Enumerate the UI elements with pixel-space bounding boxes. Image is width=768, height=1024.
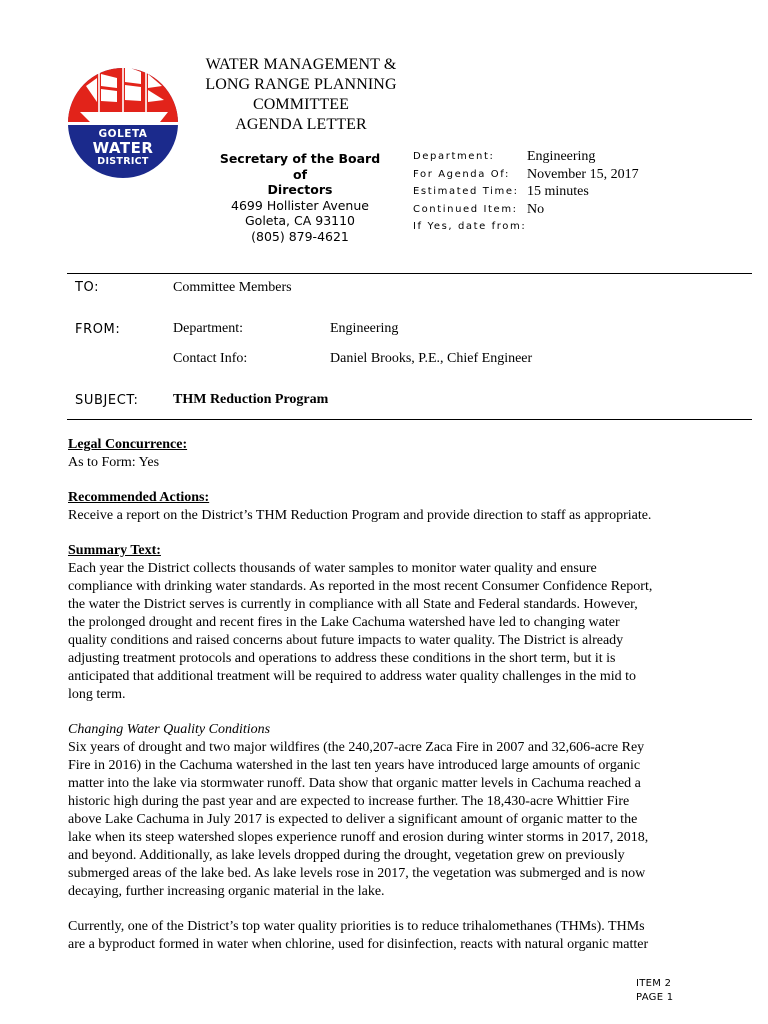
document-body bbox=[68, 436, 708, 954]
summary-line: long term. bbox=[68, 687, 126, 702]
changing-line: lake when its steep watershed slopes experience runoff and erosion during winter storms in 2017, 2018, bbox=[68, 830, 649, 845]
summary-line: compliance with drinking water standards. As reported in the most recent Consumer Confidence Report, bbox=[68, 579, 653, 594]
department-value: Engineering bbox=[330, 321, 399, 336]
legal-concurrence-text: As to Form: Yes bbox=[68, 455, 160, 470]
summary-line: the water the District serves is currently in compliance with all State and Federal standards. However, bbox=[68, 597, 638, 612]
to-label: TO: bbox=[75, 280, 100, 295]
logo-text-goleta: GOLETA bbox=[98, 128, 148, 140]
title-line-3: COMMITTEE bbox=[252, 96, 349, 113]
changing-line: historic high during the past year and are expected to increase further. The 18,430-acre Whittier Fire bbox=[68, 794, 630, 809]
secretary-line-2: Directors bbox=[267, 182, 333, 197]
subject-label: SUBJECT: bbox=[75, 393, 139, 408]
legal-concurrence-heading: Legal Concurrence: bbox=[68, 437, 188, 452]
department-label: Department: bbox=[173, 321, 243, 336]
meta-label-department: Department: bbox=[413, 151, 495, 162]
meta-label-estimated-time: Estimated Time: bbox=[413, 186, 519, 197]
document-title bbox=[196, 55, 406, 135]
changing-line: and beyond. Additionally, as lake levels dropped during the drought, vegetation grew on previously bbox=[68, 848, 625, 863]
bottom-rule bbox=[67, 419, 752, 420]
goleta-water-district-logo bbox=[66, 56, 180, 180]
logo-text-district: DISTRICT bbox=[97, 156, 149, 167]
changing-line: Fire in 2016) in the Cachuma watershed in the last ten years have introduced large amounts of organic bbox=[68, 758, 641, 773]
summary-line: Each year the District collects thousands of water samples to monitor water quality and ensure bbox=[68, 561, 597, 576]
changing-conditions-paragraph bbox=[68, 739, 708, 901]
thm-line: Currently, one of the District’s top water quality priorities is to reduce trihalomethanes (THMs). THMs bbox=[68, 919, 645, 934]
logo-text-water: WATER bbox=[92, 139, 154, 157]
summary-line: the prolonged drought and recent fires in the Lake Cachuma watershed have led to changing water bbox=[68, 615, 620, 630]
meta-values bbox=[527, 148, 639, 218]
secretary-address-2: Goleta, CA 93110 bbox=[244, 213, 356, 228]
secretary-line-1: Secretary of the Board of bbox=[219, 151, 381, 182]
footer-item: ITEM 2 bbox=[636, 978, 672, 989]
meta-label-if-yes: If Yes, date from: bbox=[413, 221, 527, 232]
meta-value-department: Engineering bbox=[527, 149, 596, 164]
changing-line: submerged areas of the lake bed. As lake levels rose in 2017, the vegetation was submerged and is now bbox=[68, 866, 646, 881]
from-label: FROM: bbox=[75, 322, 121, 337]
recommended-actions-heading: Recommended Actions: bbox=[68, 490, 210, 505]
subject-value: THM Reduction Program bbox=[173, 392, 329, 407]
thm-paragraph bbox=[68, 918, 708, 954]
contact-value: Daniel Brooks, P.E., Chief Engineer bbox=[330, 351, 533, 366]
to-value: Committee Members bbox=[173, 280, 292, 295]
title-line-1: WATER MANAGEMENT & bbox=[205, 56, 397, 73]
summary-line: anticipated that additional treatment will be required to address water quality challenges in the mid to bbox=[68, 669, 636, 684]
thm-line: are a byproduct formed in water when chlorine, used for disinfection, reacts with natural organic matter bbox=[68, 937, 649, 952]
secretary-block bbox=[214, 151, 386, 244]
summary-line: adjusting treatment protocols and operations to address these conditions in the short term, but it is bbox=[68, 651, 616, 666]
changing-line: decaying, further increasing organic material in the lake. bbox=[68, 884, 385, 899]
page-footer bbox=[636, 977, 673, 1005]
summary-text-heading: Summary Text: bbox=[68, 543, 161, 558]
title-line-2: LONG RANGE PLANNING bbox=[205, 76, 397, 93]
summary-paragraph bbox=[68, 560, 708, 704]
changing-conditions-heading: Changing Water Quality Conditions bbox=[68, 722, 271, 737]
meta-value-agenda-of: November 15, 2017 bbox=[527, 166, 639, 182]
meta-labels bbox=[413, 148, 526, 236]
summary-line: quality conditions and raised concerns about future impacts to water quality. The District is already bbox=[68, 633, 624, 648]
secretary-address-1: 4699 Hollister Avenue bbox=[231, 197, 369, 213]
meta-value-continued-item: No bbox=[527, 201, 545, 217]
changing-line: Six years of drought and two major wildfires (the 240,207-acre Zaca Fire in 2007 and 32,606-acre Rey bbox=[68, 740, 645, 755]
recommended-actions-text: Receive a report on the District’s THM Reduction Program and provide direction to staff as appropriate. bbox=[68, 508, 652, 523]
contact-label: Contact Info: bbox=[173, 351, 248, 366]
meta-label-continued-item: Continued Item: bbox=[413, 203, 518, 215]
meta-value-estimated-time: 15 minutes bbox=[527, 184, 589, 199]
title-line-4: AGENDA LETTER bbox=[235, 116, 367, 133]
changing-line: above Lake Cachuma in July 2017 is expected to deliver a significant amount of organic matter to the bbox=[68, 812, 638, 827]
changing-line: matter into the lake via stormwater runoff. Data show that organic matter levels in Cachuma reached a bbox=[68, 776, 641, 791]
secretary-phone: (805) 879-4621 bbox=[251, 228, 349, 244]
meta-label-agenda-of: For Agenda Of: bbox=[413, 168, 510, 180]
footer-page: PAGE 1 bbox=[636, 992, 674, 1003]
top-rule bbox=[67, 273, 752, 274]
